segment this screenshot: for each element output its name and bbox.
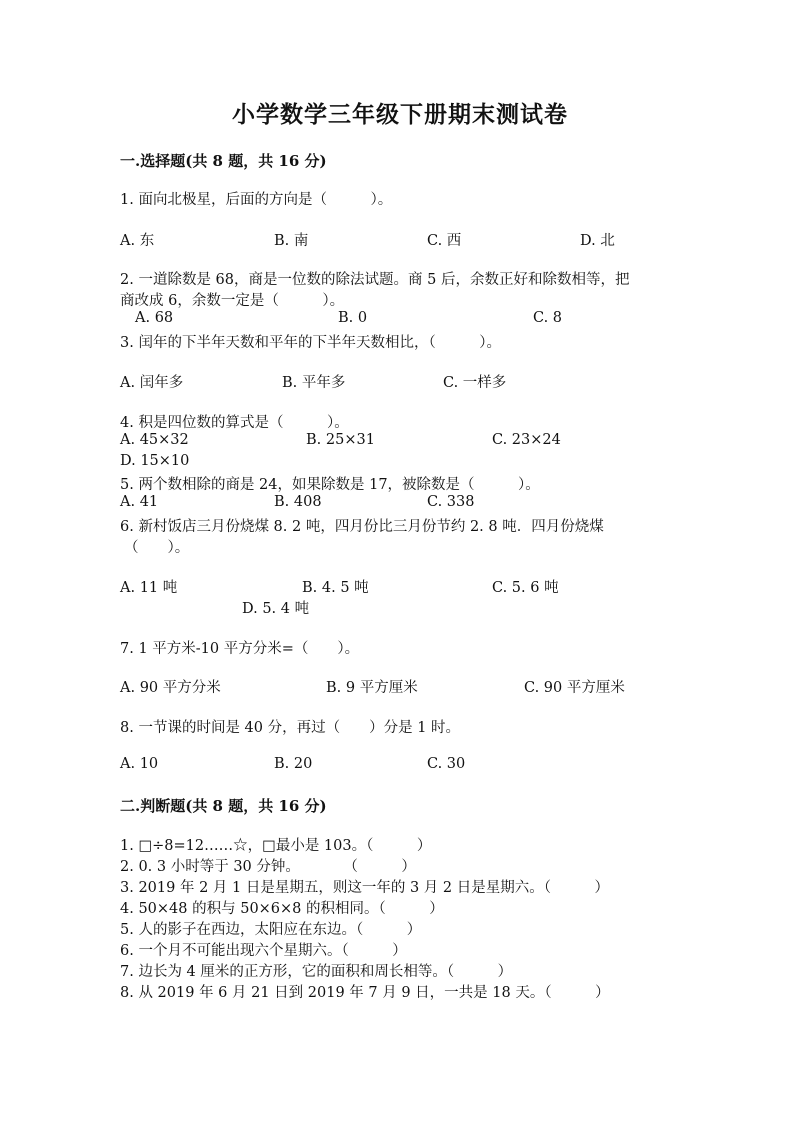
question-6-stem-cont: （ ）。 xyxy=(124,540,190,556)
question-2-option-c: C. 8 xyxy=(533,310,563,326)
question-8-stem: 8. 一节课的时间是 40 分，再过（ ）分是 1 时。 xyxy=(120,720,461,736)
judgment-item-3: 3. 2019 年 2 月 1 日是星期五，则这一年的 3 月 2 日是星期六。（ ） xyxy=(120,880,609,896)
question-4-option-b: B. 25×31 xyxy=(306,432,375,448)
question-2-stem: 2. 一道除数是 68，商是一位数的除法试题。商 5 后，余数正好和除数相等，把 xyxy=(120,272,630,288)
judgment-item-1: 1. □÷8=12……☆，□最小是 103。（ ） xyxy=(120,838,432,854)
question-7-option-c: C. 90 平方厘米 xyxy=(524,680,625,696)
question-5-option-c: C. 338 xyxy=(427,494,475,510)
question-2-stem-cont: 商改成 6，余数一定是（ ）。 xyxy=(120,293,345,309)
question-5-option-a: A. 41 xyxy=(120,494,159,510)
question-4-option-d: D. 15×10 xyxy=(120,453,190,469)
question-6-option-a: A. 11 吨 xyxy=(120,580,178,596)
question-4-option-a: A. 45×32 xyxy=(120,432,189,448)
question-7-option-a: A. 90 平方分米 xyxy=(120,680,221,696)
page-title: 小学数学三年级下册期末测试卷 xyxy=(232,101,568,128)
question-5-stem: 5. 两个数相除的商是 24，如果除数是 17，被除数是（ ）。 xyxy=(120,477,540,493)
judgment-item-4: 4. 50×48 的积与 50×6×8 的积相同。（ ） xyxy=(120,901,444,917)
question-6-option-d: D. 5. 4 吨 xyxy=(242,601,310,617)
question-7-option-b: B. 9 平方厘米 xyxy=(326,680,418,696)
judgment-item-8: 8. 从 2019 年 6 月 21 日到 2019 年 7 月 9 日，一共是 18 天。（ ） xyxy=(120,985,610,1001)
question-8-option-b: B. 20 xyxy=(274,756,313,772)
question-1-option-d: D. 北 xyxy=(580,233,615,249)
judgment-item-7: 7. 边长为 4 厘米的正方形，它的面积和周长相等。（ ） xyxy=(120,964,513,980)
section-heading-judgment: 二.判断题(共 8 题，共 16 分) xyxy=(120,797,327,815)
question-3-option-a: A. 闰年多 xyxy=(120,375,184,391)
question-6-option-c: C. 5. 6 吨 xyxy=(492,580,559,596)
question-8-option-c: C. 30 xyxy=(427,756,466,772)
question-6-option-b: B. 4. 5 吨 xyxy=(302,580,369,596)
question-2-option-a: A. 68 xyxy=(135,310,174,326)
question-1-option-b: B. 南 xyxy=(274,233,309,249)
question-7-stem: 7. 1 平方米-10 平方分米=（ ）。 xyxy=(120,641,360,657)
question-3-option-c: C. 一样多 xyxy=(443,375,507,391)
question-4-stem: 4. 积是四位数的算式是（ ）。 xyxy=(120,415,349,431)
question-4-option-c: C. 23×24 xyxy=(492,432,561,448)
question-1-option-c: C. 西 xyxy=(427,233,462,249)
section-heading-choice: 一.选择题(共 8 题，共 16 分) xyxy=(120,152,327,170)
question-2-option-b: B. 0 xyxy=(338,310,368,326)
question-8-option-a: A. 10 xyxy=(120,756,159,772)
question-1-option-a: A. 东 xyxy=(120,233,155,249)
judgment-item-5: 5. 人的影子在西边，太阳应在东边。（ ） xyxy=(120,922,422,938)
question-3-option-b: B. 平年多 xyxy=(282,375,346,391)
question-1-stem: 1. 面向北极星，后面的方向是（ ）。 xyxy=(120,192,393,208)
judgment-item-2: 2. 0. 3 小时等于 30 分钟。 （ ） xyxy=(120,859,416,875)
judgment-item-6: 6. 一个月不可能出现六个星期六。（ ） xyxy=(120,943,407,959)
question-6-stem: 6. 新村饭店三月份烧煤 8. 2 吨，四月份比三月份节约 2. 8 吨．四月份烧煤 xyxy=(120,519,604,535)
question-3-stem: 3. 闰年的下半年天数和平年的下半年天数相比，（ ）。 xyxy=(120,335,501,351)
question-5-option-b: B. 408 xyxy=(274,494,322,510)
